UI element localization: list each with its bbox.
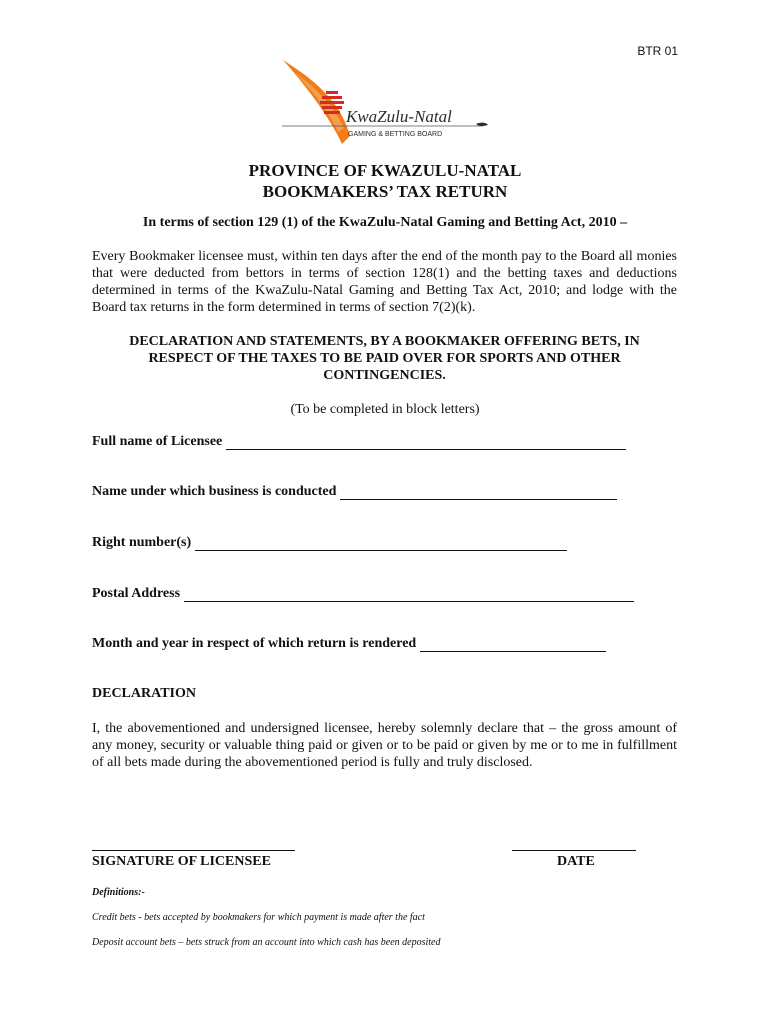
definition-credit-bets: Credit bets - bets accepted by bookmakers for which payment is made after the fact: [92, 912, 425, 923]
declaration-heading-line-2: RESPECT OF THE TAXES TO BE PAID OVER FOR SPORTS AND OTHER: [148, 351, 621, 366]
signature-label: SIGNATURE OF LICENSEE: [92, 854, 271, 869]
business-name-input-line[interactable]: [340, 485, 617, 500]
business-name-label: Name under which business is conducted: [92, 484, 337, 499]
title-line-1: PROVINCE OF KWAZULU-NATAL: [248, 161, 522, 180]
block-letters-instruction: (To be completed in block letters): [290, 402, 480, 417]
date-label: DATE: [557, 854, 595, 869]
declaration-heading-line-3: CONTINGENCIES.: [323, 368, 446, 383]
month-year-input-line[interactable]: [420, 637, 606, 652]
board-logo: [278, 58, 498, 150]
declaration-heading-line-1: DECLARATION AND STATEMENTS, BY A BOOKMAKER OFFERING BETS, IN: [129, 334, 640, 349]
right-numbers-input-line[interactable]: [195, 536, 567, 551]
date-line[interactable]: [512, 850, 636, 851]
full-name-label: Full name of Licensee: [92, 434, 223, 449]
business-name-field[interactable]: [92, 484, 617, 500]
logo-subtitle: GAMING & BETTING BOARD: [348, 131, 443, 138]
definition-deposit-bets: Deposit account bets – bets struck from an account into which cash has been deposited: [92, 937, 441, 948]
full-name-field[interactable]: [92, 434, 626, 450]
declaration-title: DECLARATION: [92, 686, 196, 701]
subtitle: In terms of section 129 (1) of the KwaZulu-Natal Gaming and Betting Act, 2010 –: [142, 215, 628, 230]
month-year-label: Month and year in respect of which return is rendered: [92, 636, 417, 651]
intro-paragraph: Every Bookmaker licensee must, within ten days after the end of the month pay to the Board all monies that were deducted from bettors in terms of section 128(1) and the betting taxes and deductions determined in terms of the KwaZulu-Natal Gaming and Betting Tax Act, 2010; and lodge with the Board tax returns in the form determined in terms of section 7(2)(k).: [92, 249, 677, 315]
form-code: BTR 01: [637, 44, 678, 58]
postal-address-input-line[interactable]: [184, 587, 634, 602]
signature-line[interactable]: [92, 850, 295, 851]
right-numbers-label: Right number(s): [92, 535, 192, 550]
month-year-field[interactable]: [92, 636, 606, 652]
logo-graphic: [278, 58, 498, 150]
definitions-heading: Definitions:-: [92, 887, 145, 898]
declaration-text: I, the abovementioned and undersigned licensee, hereby solemnly declare that – the gross amount of any money, security or valuable thing paid or given or to be paid or given by me or to me in fulfillment of all bets made during the abovementioned period is fully and truly disclosed.: [92, 721, 677, 770]
right-numbers-field[interactable]: [92, 535, 567, 551]
logo-name: KwaZulu-Natal: [346, 107, 452, 126]
title-line-2: BOOKMAKERS’ TAX RETURN: [262, 182, 508, 201]
postal-address-field[interactable]: [92, 586, 634, 602]
full-name-input-line[interactable]: [226, 435, 626, 450]
postal-address-label: Postal Address: [92, 586, 181, 601]
